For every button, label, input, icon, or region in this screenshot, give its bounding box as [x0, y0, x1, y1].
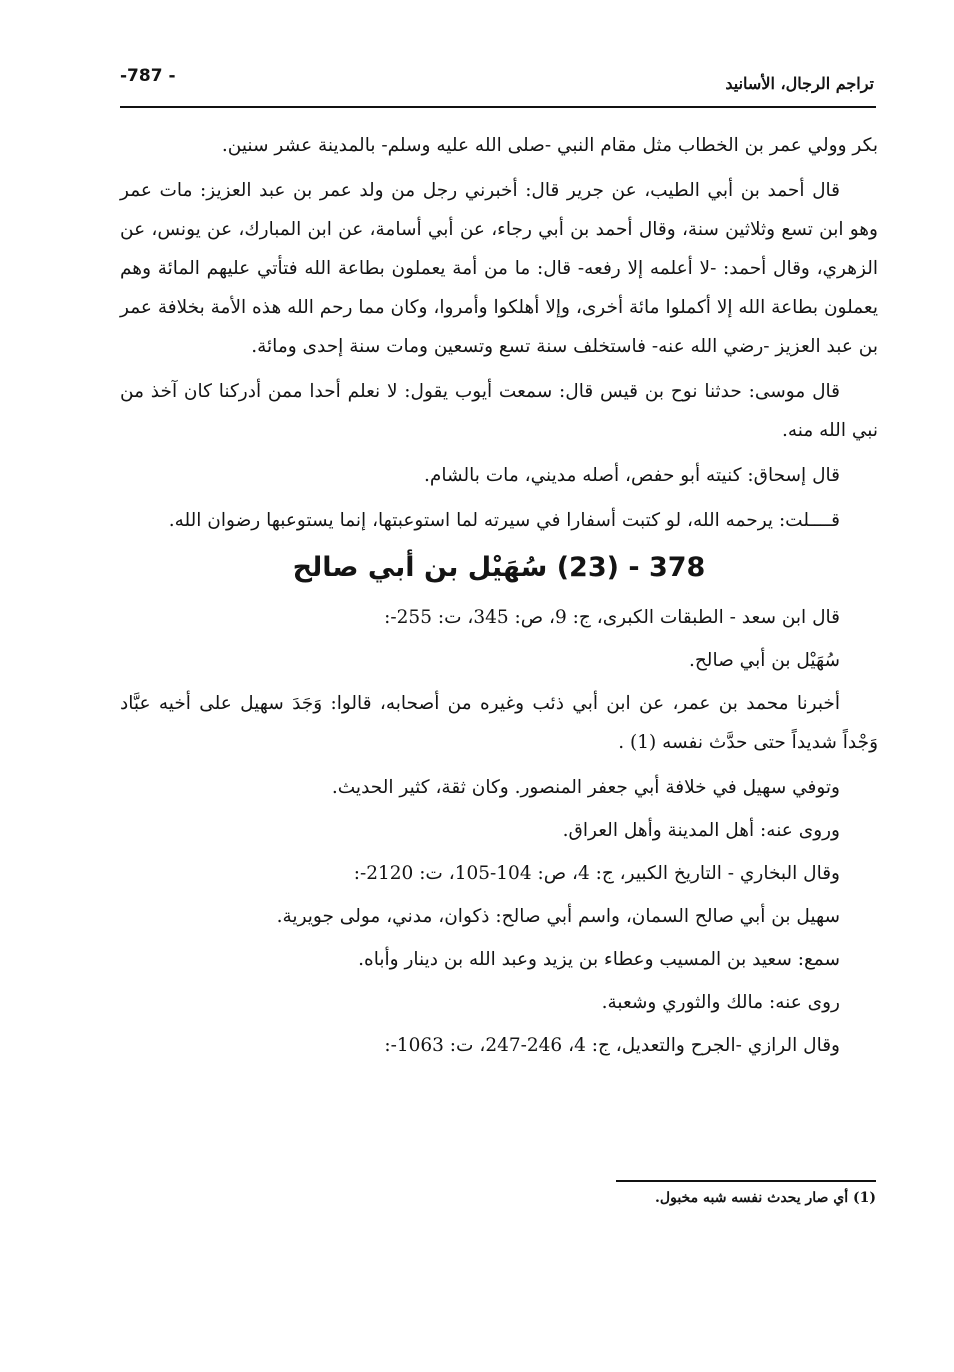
- detail-line: روى عنه: مالك والثوري وشعبة.: [601, 992, 840, 1013]
- paragraph-entry-report: أخبرنا محمد بن عمر، عن ابن أبي ذئب وغيره من أصحابه، قالوا: وَجَدَ سهيل على أخيه عبَّاد وَجْداً شديداً حتى حدَّث نفسه (1) .: [120, 693, 878, 753]
- main-text: [120, 126, 878, 1069]
- footnote-divider: [616, 1180, 876, 1182]
- citation-line: وقال البخاري - التاريخ الكبير، ج: 4، ص: 104-105، ت: 2120-:: [353, 863, 840, 884]
- footnote: (1) أي صار يحدث نفسه شبه مخبول.: [655, 1190, 876, 1206]
- entry-ibn-saad: [120, 598, 878, 680]
- citation-line: قال ابن سعد - الطبقات الكبرى، ج: 9، ص: 345، ت: 255-:: [384, 607, 840, 628]
- running-header: [120, 62, 874, 102]
- paragraph-ishaq-narration: قال إسحاق: كنيته أبو حفص، أصله مديني، مات بالشام.: [423, 465, 840, 486]
- running-title: تراجم الرجال، الأسانيد: [725, 74, 874, 93]
- detail-line: وروى عنه: أهل المدينة وأهل العراق.: [562, 820, 840, 841]
- paragraph-musa-narration: قال موسى: حدثنا نوح بن قيس قال: سمعت أيوب يقول: لا نعلم أحدا ممن أدركنا كان آخذ من نبي الله منه.: [120, 381, 878, 441]
- paragraph-ahmad-narration: قال أحمد بن أبي الطيب، عن جرير قال: أخبرني رجل من ولد عمر بن عبد العزيز: مات عمر وهو ابن تسع وثلاثين سنة، وقال أحمد بن أبي رجاء، عن أبي أسامة، عن ابن المبارك، عن يونس، عن الزهري، وقال أحمد: -لا أعلمه إلا رفعه- قال: ما من أمة يعملون بطاعة الله فتأتي عليهم المائة وهم يعملون بطاعة الله إلا أكملوا مائة أخرى، وإلا أهلكوا وأمروا، وكان مما رحم الله هذه الأمة بخلافة عمر بن عبد العزيز -رضي الله عنه- فاستخلف سنة تسع وتسعين ومات سنة إحدى ومائة.: [120, 180, 878, 357]
- page-number: -787 -: [120, 66, 176, 86]
- citation-line: وقال الرازي -الجرح والتعديل، ج: 4، 246-247، ت: 1063-:: [384, 1035, 840, 1056]
- detail-line: سمع: سعيد بن المسيب وعطاء بن يزيد وعبد الله بن دينار وأباه.: [358, 949, 840, 970]
- name-line: سُهَيْل بن أبي صالح.: [688, 650, 840, 671]
- paragraph-continuation: بكر وولي عمر بن الخطاب مثل مقام النبي -صلى الله عليه وسلم- بالمدينة عشر سنين.: [221, 135, 878, 156]
- entry-details: [120, 768, 878, 1065]
- header-divider: [120, 106, 876, 108]
- detail-line: سهيل بن أبي صالح السمان، واسم أبي صالح: ذكوان، مدني، مولى جويرية.: [276, 906, 840, 927]
- entry-heading: 378 - (23) سُهَيْل بن أبي صالح: [292, 552, 706, 583]
- detail-line: وتوفي سهيل في خلافة أبي جعفر المنصور. وكان ثقة، كثير الحديث.: [331, 777, 840, 798]
- paragraph-author-comment: قــــلت: يرحمه الله، لو كتبت أسفارا في سيرته لما استوعبتها، إنما يستوعبها رضوان الله.: [168, 510, 840, 531]
